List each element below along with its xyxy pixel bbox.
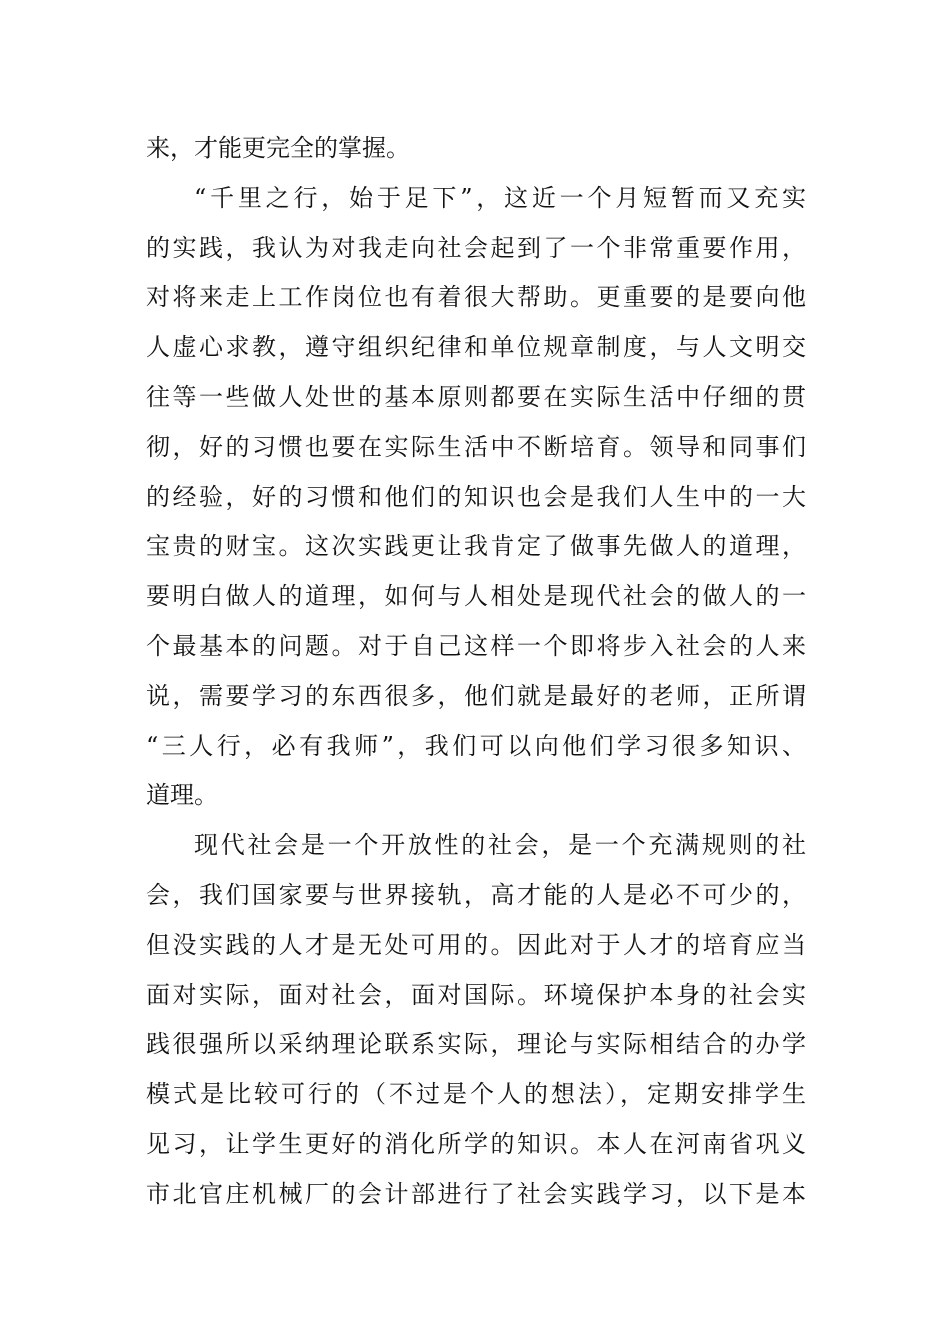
text-line: 人虚心求教，遵守组织纪律和单位规章制度，与人文明交	[146, 333, 806, 362]
text-line: 宝贵的财宝。这次实践更让我肯定了做事先做人的道理，	[146, 532, 806, 561]
text-line: 往等一些做人处世的基本原则都要在实际生活中仔细的贯	[146, 382, 806, 411]
text-line: 践很强所以采纳理论联系实际，理论与实际相结合的办学	[146, 1030, 806, 1059]
text-line: 个最基本的问题。对于自己这样一个即将步入社会的人来	[146, 631, 806, 660]
text-line: 道理。	[146, 781, 218, 810]
text-line: 会，我们国家要与世界接轨，高才能的人是必不可少的，	[146, 880, 806, 909]
text-line: 来，才能更完全的掌握。	[146, 134, 410, 162]
document-body	[146, 124, 806, 1220]
text-line: 说，需要学习的东西很多，他们就是最好的老师，正所谓	[146, 681, 806, 710]
paragraph-start-line: “千里之行，始于足下”，这近一个月短暂而又充实	[194, 183, 806, 212]
text-line: 的经验，好的习惯和他们的知识也会是我们人生中的一大	[146, 482, 806, 511]
text-line: 要明白做人的道理，如何与人相处是现代社会的做人的一	[146, 582, 806, 611]
paragraph-start-line: 现代社会是一个开放性的社会，是一个充满规则的社	[194, 831, 806, 860]
text-line: 但没实践的人才是无处可用的。因此对于人才的培育应当	[146, 930, 806, 959]
text-line: 面对实际，面对社会，面对国际。环境保护本身的社会实	[146, 980, 806, 1009]
text-line: 的实践，我认为对我走向社会起到了一个非常重要作用，	[146, 233, 806, 262]
text-line: 市北官庄机械厂的会计部进行了社会实践学习，以下是本	[146, 1179, 806, 1208]
text-line: 对将来走上工作岗位也有着很大帮助。更重要的是要向他	[146, 283, 806, 312]
text-line: 见习，让学生更好的消化所学的知识。本人在河南省巩义	[146, 1129, 806, 1158]
text-line: 模式是比较可行的（不过是个人的想法），定期安排学生	[146, 1080, 806, 1109]
text-line: “三人行，必有我师”，我们可以向他们学习很多知识、	[146, 731, 806, 760]
text-line: 彻，好的习惯也要在实际生活中不断培育。领导和同事们	[146, 432, 806, 461]
